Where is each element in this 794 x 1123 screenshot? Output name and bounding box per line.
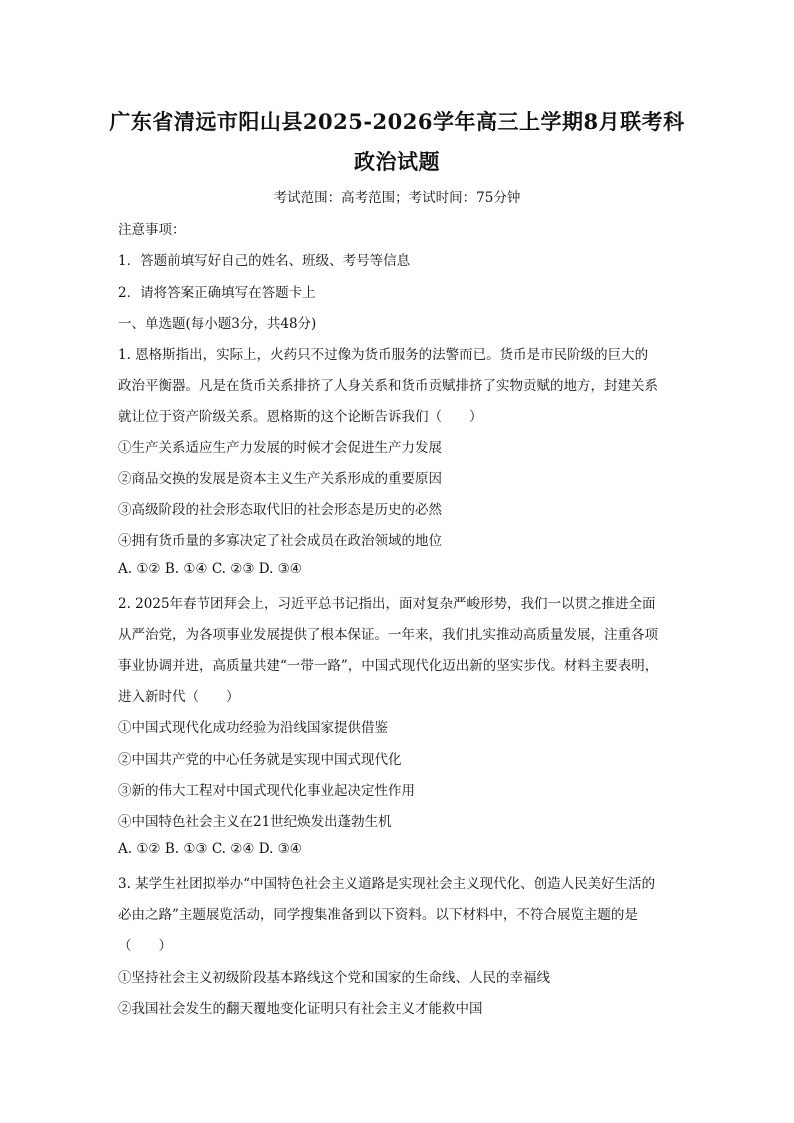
q3-option-1: ①坚持社会主义初级阶段基本路线这个党和国家的生命线、人民的幸福线 (118, 970, 550, 986)
q2-stem-line-2: 从严治党，为各项事业发展提供了根本保证。一年来，我们扎实推动高质量发展，注重各项 (118, 627, 658, 643)
q1-stem-line-2: 政治平衡器。凡是在货币关系排挤了人身关系和货币贡赋排挤了实物贡赋的地方，封建关系 (118, 378, 658, 394)
q1-option-3: ③高级阶段的社会形态取代旧的社会形态是历史的必然 (118, 502, 442, 518)
q1-option-1: ①生产关系适应生产力发展的时候才会促进生产力发展 (118, 440, 442, 456)
q1-stem-line-3: 就让位于资产阶级关系。恩格斯的这个论断告诉我们（ ） (118, 409, 483, 425)
notes-heading: 注意事项： (118, 222, 186, 238)
q2-option-2: ②中国共产党的中心任务就是实现中国式现代化 (118, 752, 402, 768)
q2-option-1: ①中国式现代化成功经验为沿线国家提供借鉴 (118, 720, 388, 736)
exam-title-line1: 广东省清远市阳山县2025-2026学年高三上学期8月联考科 (109, 109, 685, 134)
q2-stem-line-3: 事业协调并进，高质量共建“一带一路”，中国式现代化迈出新的坚实步伐。材料主要表明， (118, 658, 659, 674)
exam-info: 考试范围：高考范围；考试时间：75分钟 (273, 190, 521, 206)
notes-item-2: 2．请将答案正确填写在答题卡上 (118, 285, 316, 301)
q3-option-2: ②我国社会发生的翻天覆地变化证明只有社会主义才能救中国 (118, 1001, 483, 1017)
notes-item-1: 1．答题前填写好自己的姓名、班级、考号等信息 (118, 253, 411, 269)
q2-stem-line-1: 2. 2025年春节团拜会上，习近平总书记指出，面对复杂严峻形势，我们一以贯之推进全面 (118, 596, 656, 612)
q1-option-2: ②商品交换的发展是资本主义生产关系形成的重要原因 (118, 471, 442, 487)
section-heading: 一、单选题(每小题3分，共48分) (118, 316, 317, 332)
q3-stem-line-1: 3. 某学生社团拟举办“中国特色社会主义道路是实现社会主义现代化、创造人民美好生活的 (118, 876, 656, 892)
q1-option-4: ④拥有货币量的多寡决定了社会成员在政治领域的地位 (118, 533, 442, 549)
q3-stem-line-3: （ ） (118, 938, 172, 954)
q2-option-4: ④中国特色社会主义在21世纪焕发出蓬勃生机 (118, 814, 392, 830)
q3-stem-line-2: 必由之路”主题展览活动，同学搜集准备到以下资料。以下材料中，不符合展览主题的是 (118, 907, 638, 923)
q1-answer-choices: A. ①② B. ①④ C. ②③ D. ③④ (118, 561, 302, 577)
q2-stem-line-4: 进入新时代（ ） (118, 689, 240, 705)
exam-title-line2: 政治试题 (354, 149, 440, 174)
q2-option-3: ③新的伟大工程对中国式现代化事业起决定性作用 (118, 783, 415, 799)
q2-answer-choices: A. ①② B. ①③ C. ②④ D. ③④ (118, 841, 302, 857)
q1-stem-line-1: 1. 恩格斯指出，实际上，火药只不过像为货币服务的法警而已。货币是市民阶级的巨大的 (118, 347, 649, 363)
